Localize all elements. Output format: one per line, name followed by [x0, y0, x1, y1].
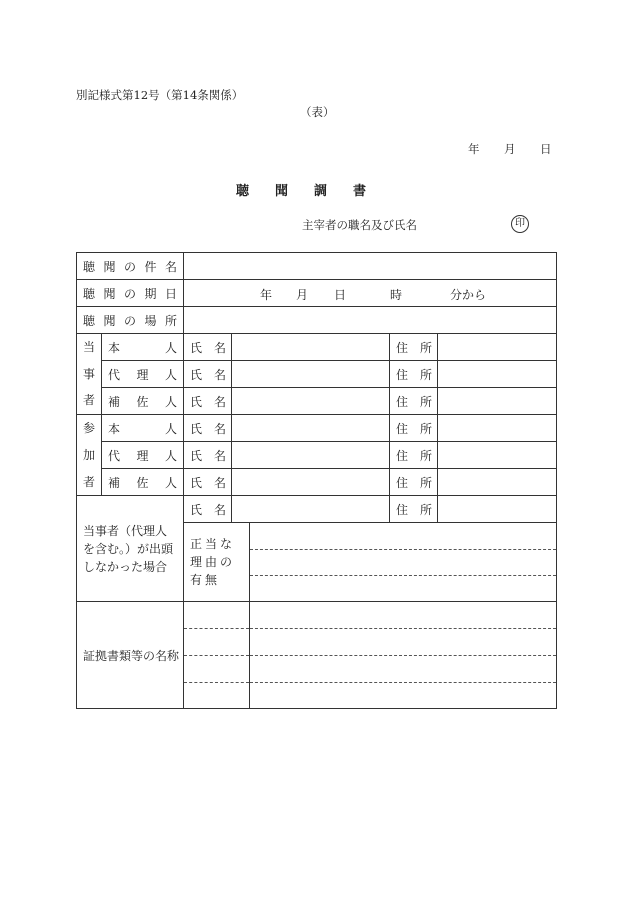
date-from-unit: 分から	[450, 288, 487, 302]
name-value	[232, 361, 390, 388]
party-agent-label: 代 理 人	[102, 361, 184, 388]
evidence-label: 証拠書類等の名称	[77, 602, 184, 709]
name-label: 氏 名	[184, 388, 232, 415]
name-label: 氏 名	[184, 496, 232, 523]
dashed-line	[250, 575, 556, 576]
name-value	[232, 334, 390, 361]
participant-assistant-label: 補 佐 人	[102, 469, 184, 496]
participant-principal-row	[77, 415, 557, 442]
party-agent-row	[77, 361, 557, 388]
dashed-line	[184, 655, 249, 656]
case-name-row	[77, 253, 557, 280]
address-value	[438, 496, 557, 523]
case-name-label: 聴聞の件名	[77, 253, 184, 280]
hearing-place-label: 聴聞の場所	[77, 307, 184, 334]
dashed-line	[250, 682, 556, 683]
dashed-line	[250, 655, 556, 656]
address-label: 住 所	[390, 388, 438, 415]
name-value	[232, 469, 390, 496]
party-assistant-label: 補 佐 人	[102, 388, 184, 415]
name-value	[232, 415, 390, 442]
name-value	[232, 496, 390, 523]
address-value	[438, 469, 557, 496]
party-assistant-row	[77, 388, 557, 415]
participant-agent-label: 代 理 人	[102, 442, 184, 469]
presider-label: 主宰者の職名及び氏名	[302, 218, 417, 232]
name-label: 氏 名	[184, 415, 232, 442]
participant-group-label	[77, 415, 102, 496]
hearing-place-value	[184, 307, 557, 334]
participant-assistant-row	[77, 469, 557, 496]
hearing-date-row	[77, 280, 557, 307]
address-value	[438, 361, 557, 388]
address-value	[438, 388, 557, 415]
date-month-unit: 月	[296, 288, 309, 302]
absence-name-row	[77, 496, 557, 523]
header-date-year: 年	[468, 142, 480, 156]
form-reference: 別記様式第12号（第14条関係）	[76, 88, 244, 102]
seal-mark	[511, 215, 529, 233]
dashed-line	[250, 628, 556, 629]
side-indicator: （表）	[300, 105, 335, 119]
header-date-day: 日	[540, 142, 552, 156]
name-value	[232, 442, 390, 469]
case-name-value	[184, 253, 557, 280]
address-label: 住 所	[390, 496, 438, 523]
header-date-month: 月	[504, 142, 516, 156]
address-value	[438, 442, 557, 469]
party-char-3: 者	[82, 393, 95, 408]
hearing-place-row	[77, 307, 557, 334]
participant-char-2: 加	[82, 447, 95, 462]
name-label: 氏 名	[184, 334, 232, 361]
address-label: 住 所	[390, 469, 438, 496]
party-char-2: 事	[82, 366, 95, 381]
address-value	[438, 334, 557, 361]
participant-char-3: 者	[82, 474, 95, 489]
party-char-1: 当	[82, 340, 95, 354]
evidence-number-column	[184, 602, 250, 709]
date-day-unit: 日	[334, 288, 347, 302]
hearing-date-label: 聴聞の期日	[77, 280, 184, 307]
address-label: 住 所	[390, 442, 438, 469]
name-value	[232, 388, 390, 415]
address-value	[438, 415, 557, 442]
address-label: 住 所	[390, 334, 438, 361]
hearing-date-value	[184, 280, 557, 307]
dashed-line	[184, 682, 249, 683]
party-principal-row	[77, 334, 557, 361]
dashed-line	[184, 628, 249, 629]
date-year-unit: 年	[260, 288, 273, 302]
date-hour-unit: 時	[390, 288, 403, 302]
address-label: 住 所	[390, 415, 438, 442]
evidence-name-column	[250, 602, 557, 709]
reason-label: 正当な理由の有無	[184, 523, 250, 602]
name-label: 氏 名	[184, 361, 232, 388]
seal-text: 印	[515, 218, 525, 229]
party-group-label	[77, 334, 102, 415]
reason-value	[250, 523, 557, 602]
name-label: 氏 名	[184, 442, 232, 469]
hearing-record-table	[76, 252, 557, 709]
name-label: 氏 名	[184, 469, 232, 496]
participant-agent-row	[77, 442, 557, 469]
absence-label: 当事者（代理人を含む。）が出頭しなかった場合	[77, 496, 184, 602]
evidence-row	[77, 602, 557, 709]
party-principal-label: 本 人	[102, 334, 184, 361]
participant-principal-label: 本 人	[102, 415, 184, 442]
participant-char-1: 参	[82, 421, 95, 436]
address-label: 住 所	[390, 361, 438, 388]
dashed-line	[250, 549, 556, 550]
document-title: 聴 聞 調 書	[236, 184, 367, 199]
